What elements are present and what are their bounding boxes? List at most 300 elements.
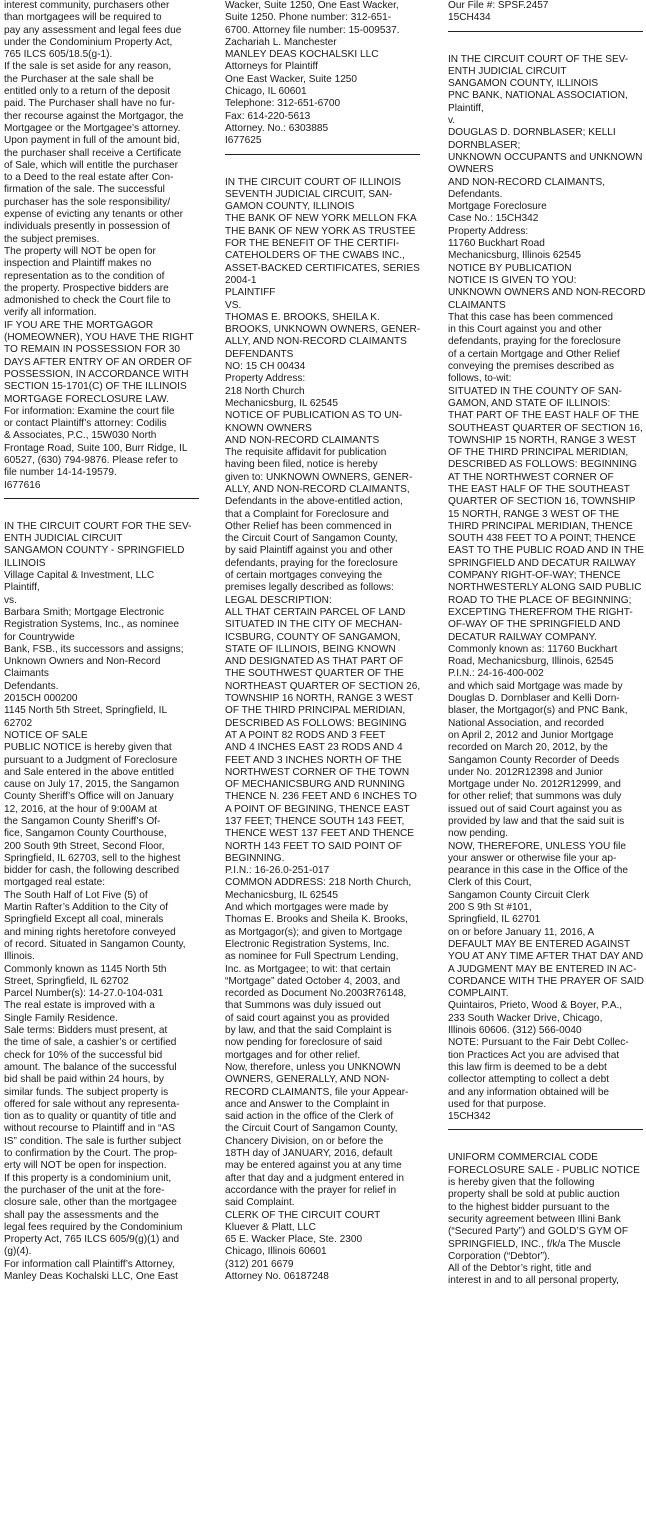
notice-line: that Summons was duly issued out — [225, 1000, 381, 1012]
notice-line: offered for sale without any representa- — [4, 1098, 180, 1110]
notice-line: AND 4 INCHES EAST 23 RODS AND 4 — [225, 742, 403, 754]
notice-line: pay any assessment and legal fees due — [4, 24, 182, 36]
notice-line: Zachariah L. Manchester — [225, 36, 337, 48]
notice-line: SEVENTH JUDICIAL CIRCUIT, SAN- — [225, 188, 393, 200]
notice-line: the time of sale, a cashier’s or certified — [4, 1037, 177, 1049]
notice-line: Other Relief has been commenced in — [225, 520, 392, 532]
notice-line: NOTICE IS GIVEN TO YOU: — [448, 274, 577, 286]
notice-line: For information: Examine the court file — [4, 405, 175, 417]
notice-line: Parcel Number(s): 14-27.0-104-031 — [4, 988, 164, 1000]
notice-line: firmation of the sale. The successful — [4, 184, 165, 196]
notice-line: recorded as Document No.2003R76148, — [225, 988, 407, 1000]
notice-line: Property Act, 765 ILCS 605/9(g)(1) and — [4, 1234, 180, 1246]
notice-line: Wacker, Suite 1250, One East Wacker, — [225, 0, 399, 11]
notice-line: issued out of said Court against you as — [448, 803, 622, 815]
notice-line: OWNERS, GENERALLY, AND NON- — [225, 1074, 390, 1086]
notice-line: inspection and Plaintiff makes no — [4, 258, 152, 270]
notice-line: AT THE NORTHWEST CORNER OF — [448, 471, 614, 483]
notice-line: RECORD CLAIMANTS, file your Appear- — [225, 1086, 409, 1098]
notice-line: interest in and to all personal property, — [448, 1275, 619, 1287]
notice-line: Electronic Registration Systems, Inc. — [225, 938, 390, 950]
notice-line: 60527, (630) 794-9876. Please refer to — [4, 454, 178, 466]
notice-divider — [448, 31, 643, 32]
notice-line: Barbara Smith; Mortgage Electronic — [4, 606, 164, 618]
notice-line: COMPLAINT. — [448, 988, 509, 1000]
notice-line: PUBLIC NOTICE is hereby given that — [4, 742, 172, 754]
notice-line: BEGINNING. — [225, 852, 285, 864]
notice-line: SPRINGFIELD AND DECATUR RAILWAY — [448, 557, 637, 569]
notice-line: DESCRIBED AS FOLLOWS: BEGINNING — [448, 459, 638, 471]
notice-line: Chicago, IL 60601 — [225, 86, 307, 98]
notice-line: amount. The balance of the successful — [4, 1061, 177, 1073]
notice-line: in this Court against you and other — [448, 324, 602, 336]
notice-line: of Sale, which will entitle the purchaser — [4, 159, 178, 171]
notice-line: entitled only to a return of the deposit — [4, 86, 171, 98]
notice-line: Registration Systems, Inc., as nominee — [4, 619, 180, 631]
notice-line: of certain mortgages conveying the — [225, 570, 383, 582]
notice-line: The real estate is improved with a — [4, 1000, 155, 1012]
notice-line: Upon payment in full of the amount bid, — [4, 135, 180, 147]
notice-line: IN THE CIRCUIT COURT OF ILLINOIS — [225, 176, 401, 188]
notice-line: Kluever & Platt, LLC — [225, 1221, 316, 1233]
notice-line: DOUGLAS D. DORNBLASER; KELLI — [448, 127, 616, 139]
notice-line: LEGAL DESCRIPTION: — [225, 594, 332, 606]
notice-line: Now, therefore, unless you UNKNOWN — [225, 1061, 401, 1073]
notice-line: Suite 1250. Phone number: 312-651- — [225, 12, 392, 24]
notice-line: OF THE THIRD PRINCIPAL MERIDIAN, — [448, 447, 629, 459]
notice-line: For information call Plaintiff’s Attorney, — [4, 1258, 175, 1270]
notice-line: premises legally described as follows: — [225, 582, 394, 594]
notice-line: EXCEPTING THEREFROM THE RIGHT- — [448, 606, 633, 618]
notice-line: given to: UNKNOWN OWNERS, GENER- — [225, 471, 413, 483]
notice-line: on April 2, 2012 and Junior Mortgage — [448, 729, 614, 741]
notice-line: SECTION 15-1701(C) OF THE ILLINOIS — [4, 381, 187, 393]
notice-line: and which said Mortgage was made by — [448, 680, 623, 692]
notice-line: I677616 — [4, 479, 41, 491]
notice-line: of said court against you as provided — [225, 1012, 390, 1024]
notice-line: of a certain Mortgage and Other Relief — [448, 348, 620, 360]
notice-line: said action in the office of the Clerk of — [225, 1111, 394, 1123]
notice-line: (“Secured Party”) and GOLD’S GYM OF — [448, 1226, 629, 1238]
notice-line: ILLINOIS — [4, 557, 46, 569]
notice-line: ROAD TO THE PLACE OF BEGINNING; — [448, 594, 632, 606]
notice-line: BROOKS, UNKNOWN OWNERS, GENER- — [225, 324, 421, 336]
notice-line: that a Complaint for Foreclosure and — [225, 508, 389, 520]
notice-line: your answer or otherwise file your ap- — [448, 852, 617, 864]
notice-line: for other relief; that summons was duly — [448, 791, 622, 803]
notice-line: PNC BANK, NATIONAL ASSOCIATION, — [448, 90, 628, 102]
notice-line: Unknown Owners and Non-Record — [4, 656, 161, 668]
notice-line: collector attempting to collect a debt — [448, 1074, 610, 1086]
column-1 — [4, 0, 208, 1513]
notice-line: after that day and a judgment entered in — [225, 1172, 405, 1184]
notice-divider — [448, 1129, 643, 1130]
notice-line: The property will NOT be open for — [4, 245, 156, 257]
notice-line: Telephone: 312-651-6700 — [225, 98, 341, 110]
notice-line: check for 10% of the successful bid — [4, 1049, 163, 1061]
notice-line: AND DESIGNATED AS THAT PART OF — [225, 656, 404, 668]
notice-line: THENCE N. 236 FEET AND 6 INCHES TO — [225, 791, 417, 803]
notice-line: GAMON, AND STATE OF ILLINOIS: — [448, 397, 611, 409]
notice-line: A POINT OF BEGINING, THENCE EAST — [225, 803, 410, 815]
column-2 — [225, 0, 429, 1513]
notice-line: National Association, and recorded — [448, 717, 604, 729]
notice-line: the Circuit Court of Sangamon County, — [225, 533, 398, 545]
notice-line: UNKNOWN OWNERS AND NON-RECORD — [448, 287, 646, 299]
notice-line: provided by law and that the said suit is — [448, 816, 625, 827]
notice-line: (HOMEOWNER), YOU HAVE THE RIGHT — [4, 332, 194, 344]
notice-line: tion Practices Act you are advised that — [448, 1049, 620, 1061]
notice-line: ALL THAT CERTAIN PARCEL OF LAND — [225, 606, 406, 618]
notice-line: QUARTER OF SECTION 16, TOWNSHIP — [448, 496, 636, 508]
notice-line: All of the Debtor’s right, title and — [448, 1263, 592, 1275]
notice-line: NORTHWEST CORNER OF THE TOWN — [225, 766, 410, 778]
notice-line: Bank, FSB., its successors and assigns; — [4, 643, 184, 655]
notice-line: legal fees required by the Condominium — [4, 1221, 183, 1233]
notice-line: (312) 201 6679 — [225, 1258, 294, 1270]
notice-line: OF THE THIRD PRINCIPAL MERIDIAN, — [225, 705, 406, 717]
notice-line: the property. Prospective bidders are — [4, 282, 169, 294]
notice-line: DESCRIBED AS FOLLOWS: BEGINING — [225, 717, 407, 729]
notice-line: (g)(4). — [4, 1246, 32, 1258]
notice-line: or contact Plaintiff’s attorney: Codilis — [4, 418, 167, 430]
notice-line: 200 South 9th Street, Second Floor, — [4, 840, 165, 852]
notice-line: verify all information. — [4, 307, 97, 319]
notice-line: Douglas D. Dornblaser and Kelli Dorn- — [448, 693, 620, 705]
notice-line: County Sheriff’s Office will on January — [4, 791, 174, 803]
notice-line: If this property is a condominium unit, — [4, 1172, 172, 1184]
notice-line: accordance with the prayer for relief in — [225, 1184, 397, 1196]
notice-line: DEFENDANTS — [225, 348, 294, 360]
notice-line: Springfield, IL 62703, sell to the highest — [4, 852, 181, 864]
notice-line: Our File #: SPSF.2457 — [448, 0, 549, 11]
notice-line: Chicago, Illinois 60601 — [225, 1246, 327, 1258]
notice-line: 233 South Wacker Drive, Chicago, — [448, 1012, 603, 1024]
notice-line: 15CH434 — [448, 12, 491, 24]
notice-line: MORTGAGE FORECLOSURE LAW. — [4, 393, 169, 405]
notice-line: follows, to-wit: — [448, 373, 512, 385]
notice-line: the purchaser shall receive a Certificate — [4, 147, 182, 159]
notice-line: NO: 15 CH 00434 — [225, 361, 306, 373]
notice-line: blaser, the Mortgagor(s) and PNC Bank, — [448, 705, 628, 717]
notice-line: OWNERS — [448, 164, 494, 176]
notice-line: than mortgagees will be required to — [4, 12, 162, 24]
notice-line: as nominee for Full Spectrum Lending, — [225, 951, 399, 963]
notice-line: SPRINGFIELD, INC., f/k/a The Muscle — [448, 1238, 621, 1250]
notice-line: Defendants. — [4, 680, 59, 692]
notice-line: of record. Situated in Sangamon County, — [4, 938, 186, 950]
notice-line: expense of evicting any tenants or other — [4, 209, 183, 221]
notice-line: to the highest bidder pursuant to the — [448, 1201, 610, 1213]
legal-notice — [448, 54, 646, 1124]
notice-line: Commonly known as 1145 North 5th — [4, 963, 167, 975]
notice-line: TO REMAIN IN POSSESSION FOR 30 — [4, 344, 180, 356]
notice-line: Sangamon County Circuit Clerk — [448, 889, 590, 901]
notice-line: GAMON COUNTY, ILLINOIS — [225, 201, 355, 213]
notice-line: Street, Springfield, IL 62702 — [4, 975, 129, 987]
notice-line: ASSET-BACKED CERTIFICATES, SERIES — [225, 262, 420, 274]
notice-line: as Mortgagor(s); and given to Mortgage — [225, 926, 403, 938]
notice-line: file number 14-14-19579. — [4, 467, 117, 479]
notice-line: 65 E. Wacker Place, Ste. 2300 — [225, 1234, 363, 1246]
notice-line: by said Plaintiff against you and other — [225, 545, 393, 557]
notice-line: cause on July 17, 2015, the Sangamon — [4, 779, 180, 791]
notice-divider — [225, 154, 420, 155]
notice-line: bid shall be paid within 24 hours, by — [4, 1074, 164, 1086]
notice-line: OF MECHANICSBURG AND RUNNING — [225, 779, 406, 791]
notice-line: Single Family Residence. — [4, 1012, 118, 1024]
notice-line: and any information obtained will be — [448, 1086, 610, 1098]
notice-line: DAYS AFTER ENTRY OF AN ORDER OF — [4, 356, 192, 368]
notice-line: THE EAST HALF OF THE SOUTHEAST — [448, 483, 630, 495]
notice-line: IN THE CIRCUIT COURT FOR THE SEV- — [4, 520, 192, 532]
notice-line: 15CH342 — [448, 1111, 491, 1123]
notice-line: DEFAULT MAY BE ENTERED AGAINST — [448, 938, 631, 950]
notice-line: representation as to the condition of — [4, 270, 165, 282]
notice-line: And which mortgages were made by — [225, 902, 389, 914]
notice-line: 218 North Church — [225, 385, 305, 397]
notice-line: NORTH 143 FEET TO SAID POINT OF — [225, 840, 402, 852]
notice-line: THAT PART OF THE EAST HALF OF THE — [448, 410, 639, 422]
notice-line: Springfield Except all coal, minerals — [4, 914, 164, 926]
notice-line: Frontage Road, Suite 100, Burr Ridge, IL — [4, 442, 188, 454]
notice-line: THE SOUTHWEST QUARTER OF THE — [225, 668, 404, 680]
notice-line: the Purchaser at the sale shall be — [4, 73, 154, 85]
notice-line: FEET AND 3 INCHES NORTH OF THE — [225, 754, 402, 766]
notice-line: fice, Sangamon County Courthouse, — [4, 828, 167, 840]
notice-line: The requisite affidavit for publication — [225, 447, 387, 459]
notice-line: P.I.N.: 24-16-400-002 — [448, 668, 544, 680]
notice-line: ance and Answer to the Complaint in — [225, 1098, 390, 1110]
legal-notice — [4, 0, 208, 492]
notice-line: Quintairos, Prieto, Wood & Boyer, P.A., — [448, 1000, 623, 1012]
notice-line: FOR THE BENEFIT OF THE CERTIFI- — [225, 238, 400, 250]
notice-line: SANGAMON COUNTY, ILLINOIS — [448, 78, 599, 90]
notice-line: That this case has been commenced — [448, 311, 613, 323]
notice-line: Road, Mechanicsburg, Illinois, 62545 — [448, 656, 614, 668]
notice-line: security agreement between Illini Bank — [448, 1213, 621, 1225]
notice-line: Sale terms: Bidders must present, at — [4, 1025, 168, 1037]
notice-line: Clerk of this Court, — [448, 877, 532, 889]
notice-line: NORTHWESTERLY ALONG SAID PUBLIC — [448, 582, 642, 594]
notice-line: Property Address: — [448, 225, 529, 237]
notice-line: without recourse to Plaintiff and in “AS — [4, 1123, 175, 1135]
notice-line: closure sale, other than the mortgagee — [4, 1197, 177, 1209]
notice-line: SOUTHEAST QUARTER OF SECTION 16, — [448, 422, 643, 434]
notice-line: mortgaged real estate: — [4, 877, 105, 889]
notice-line: this law firm is deemed to be a debt — [448, 1061, 607, 1073]
notice-line: Commonly known as: 11760 Buckhart — [448, 643, 618, 655]
legal-notice — [225, 0, 429, 148]
notice-line: vs. — [4, 594, 17, 606]
notice-line: v. — [448, 115, 456, 127]
notice-line: now pending. — [448, 828, 509, 840]
notice-line: SANGAMON COUNTY - SPRINGFIELD — [4, 545, 185, 557]
notice-line: conveying the premises described as — [448, 361, 615, 373]
notice-line: defendants, praying for the foreclosure — [225, 557, 398, 569]
notice-line: UNKNOWN OCCUPANTS and UNKNOWN — [448, 151, 643, 163]
notice-line: IS” condition. The sale is further subject — [4, 1135, 182, 1147]
notice-line: SITUATED IN THE CITY OF MECHAN- — [225, 619, 403, 631]
legal-notice — [448, 0, 646, 25]
notice-line: Attorneys for Plaintiff — [225, 61, 318, 73]
notice-line: shall pay the assessments and the — [4, 1209, 159, 1221]
notice-line: now pending for foreclosure of said — [225, 1037, 383, 1049]
notice-line: The South Half of Lot Five (5) of — [4, 889, 148, 901]
notice-line: individuals presently in possession of — [4, 221, 171, 233]
notice-line: Illinois. — [4, 951, 35, 963]
notice-line: pursuant to a Judgment of Foreclosure — [4, 754, 178, 766]
notice-line: Mortgage under No. 2012R12999, and — [448, 779, 621, 791]
notice-line: is hereby given that the following — [448, 1177, 595, 1189]
notice-line: 200 S 9th St #101, — [448, 902, 532, 914]
notice-line: 2015CH 000200 — [4, 693, 78, 705]
notice-line: CORDANCE WITH THE PRAYER OF SAID — [448, 975, 644, 987]
notice-line: Corporation (“Debtor”). — [448, 1250, 551, 1262]
legal-notice — [4, 521, 208, 1283]
notice-line: 1145 North 5th Street, Springfield, IL — [4, 705, 168, 717]
notice-line: on or before January 11, 2016, A — [448, 926, 595, 938]
notice-line: the purchaser of the unit at the fore- — [4, 1184, 165, 1196]
notice-line: P.I.N.: 16-26.0-251-017 — [225, 865, 330, 877]
notice-line: THENCE WEST 137 FEET AND THENCE — [225, 828, 415, 840]
notice-line: NOTICE OF PUBLICATION AS TO UN- — [225, 410, 403, 422]
notice-line: under No. 2012R12398 and Junior — [448, 766, 603, 778]
notice-line: admonished to check the Court file to — [4, 295, 171, 307]
notice-line: ther recourse against the Mortgagor, the — [4, 110, 184, 122]
notice-line: Property Address: — [225, 373, 306, 385]
notice-line: Mortgage Foreclosure — [448, 201, 547, 213]
notice-line: THE BANK OF NEW YORK MELLON FKA — [225, 213, 417, 225]
notice-line: TOWNSHIP 15 NORTH, RANGE 3 WEST — [448, 434, 637, 446]
notice-line: SITUATED IN THE COUNTY OF SAN- — [448, 385, 622, 397]
notice-line: the Sangamon County Sheriff’s Of- — [4, 816, 161, 827]
notice-line: 11760 Buckhart Road — [448, 238, 545, 250]
notice-line: ICSBURG, COUNTY OF SANGAMON, — [225, 631, 401, 643]
notice-line: to confirmation by the Court. The prop- — [4, 1148, 178, 1160]
notice-line: If the sale is set aside for any reason, — [4, 61, 172, 73]
notice-line: interest community, purchasers other — [4, 0, 170, 11]
notice-line: Mechanicsburg, Illinois 62545 — [448, 250, 581, 262]
notice-line: CLAIMANTS — [448, 299, 506, 311]
notice-line: “Mortgage” dated October 4, 2003, and — [225, 975, 401, 987]
notice-line: COMPANY RIGHT-OF-WAY; THENCE — [448, 570, 621, 582]
notice-line: ALLY, AND NON-RECORD CLAIMANTS, — [225, 483, 410, 495]
notice-line: Fax: 614-220-5613 — [225, 110, 311, 122]
notice-line: Attorney No. 06187248 — [225, 1270, 329, 1282]
notice-line: NORTHEAST QUARTER OF SECTION 26, — [225, 680, 421, 692]
notice-line: paid. The Purchaser shall have no fur- — [4, 98, 175, 110]
notice-line: Martin Rafter’s Addition to the City of — [4, 902, 169, 914]
notice-line: EAST TO THE PUBLIC ROAD AND IN THE — [448, 545, 644, 557]
notice-line: NOW, THEREFORE, UNLESS YOU file — [448, 840, 626, 852]
notice-line: Claimants — [4, 668, 49, 680]
notice-line: and mining rights heretofore conveyed — [4, 926, 176, 938]
notice-line: UNIFORM COMMERCIAL CODE — [448, 1152, 598, 1164]
notice-line: NOTE: Pursuant to the Fair Debt Collec- — [448, 1037, 629, 1049]
notice-line: 137 FEET; THENCE SOUTH 143 FEET, — [225, 816, 405, 827]
notice-line: Defendants in the above-entitled action, — [225, 496, 403, 508]
notice-line: erty will NOT be open for inspection. — [4, 1160, 167, 1172]
notice-line: IN THE CIRCUIT COURT OF THE SEV- — [448, 53, 629, 65]
notice-line: A JUDGMENT MAY BE ENTERED IN AC- — [448, 963, 637, 975]
notice-line: tion as to quality or quantity of title and — [4, 1111, 177, 1123]
notice-line: AND NON-RECORD CLAIMANTS, — [448, 176, 606, 188]
notice-line: for Countrywide — [4, 631, 75, 643]
notice-line: CLERK OF THE CIRCUIT COURT — [225, 1209, 381, 1221]
notice-line: defendants, praying for the foreclosure — [448, 336, 621, 348]
notice-line: 62702 — [4, 717, 33, 729]
notice-line: Chancery Division, on or before the — [225, 1135, 384, 1147]
notice-line: Inc. as Mortgagee; to wit: that certain — [225, 963, 391, 975]
notice-line: mortgages and for other relief. — [225, 1049, 361, 1061]
notice-line: SOUTH 438 FEET TO A POINT; THENCE — [448, 533, 636, 545]
notice-line: PLAINTIFF — [225, 287, 276, 299]
notice-line: Mechanicsburg, IL 62545 — [225, 397, 338, 409]
notice-line: Mechanicsburg, IL 62545 — [225, 889, 338, 901]
notice-line: pearance in this case in the Office of the — [448, 865, 628, 877]
notice-line: Attorney. No.: 6303885 — [225, 122, 329, 134]
notice-line: NOTICE OF SALE — [4, 729, 88, 741]
notice-line: 15 NORTH, RANGE 3 WEST OF THE — [448, 508, 620, 520]
notice-line: CATEHOLDERS OF THE CWABS INC., — [225, 250, 405, 262]
notice-line: and Sale entered in the above entitled — [4, 766, 175, 778]
notice-line: 2004-1 — [225, 274, 257, 286]
notice-line: Case No.: 15CH342 — [448, 213, 539, 225]
notice-line: AND NON-RECORD CLAIMANTS — [225, 434, 380, 446]
notice-line: Illinois 60606. (312) 566-0040 — [448, 1025, 582, 1037]
notice-line: DECATUR RAILWAY COMPANY. — [448, 631, 597, 643]
notice-line: similar funds. The subject property is — [4, 1086, 169, 1098]
notice-line: IF YOU ARE THE MORTGAGOR — [4, 319, 154, 331]
notice-line: purchaser has the sole responsibility/ — [4, 196, 171, 208]
notice-line: YOU AT ANY TIME AFTER THAT DAY AND — [448, 951, 644, 963]
notice-line: FORECLOSURE SALE - PUBLIC NOTICE — [448, 1164, 640, 1176]
notice-line: THE BANK OF NEW YORK AS TRUSTEE — [225, 225, 416, 237]
notice-line: DORNBLASER; — [448, 139, 521, 151]
notice-line: 12, 2016, at the hour of 9:00AM at — [4, 803, 158, 815]
notice-line: 6700. Attorney file number: 15-009537. — [225, 24, 400, 36]
notice-divider — [4, 498, 199, 499]
notice-line: Plaintiff, — [4, 582, 40, 594]
notice-line: One East Wacker, Suite 1250 — [225, 73, 358, 85]
notice-line: used for that purpose. — [448, 1098, 547, 1110]
notice-line: by law, and that the said Complaint is — [225, 1025, 392, 1037]
notice-line: POSSESSION, IN ACCORDANCE WITH — [4, 368, 189, 380]
notice-line: Thomas E. Brooks and Sheila K. Brooks, — [225, 914, 408, 926]
notice-line: ENTH JUDICIAL CIRCUIT — [4, 533, 123, 545]
legal-notice — [448, 1152, 646, 1287]
notice-line: I677625 — [225, 135, 262, 147]
column-3 — [448, 0, 646, 1513]
notice-line: Sangamon County Recorder of Deeds — [448, 754, 620, 766]
notice-line: 765 ILCS 605/18.5(g-1). — [4, 49, 113, 61]
notice-line: bidder for cash, the following described — [4, 865, 180, 877]
notice-line: VS. — [225, 299, 242, 311]
notice-line: the Circuit Court of Sangamon County, — [225, 1123, 398, 1135]
notice-line: NOTICE BY PUBLICATION — [448, 262, 572, 274]
notice-line: OF-WAY OF THE SPRINGFIELD AND — [448, 619, 621, 631]
notice-line: COMMON ADDRESS: 218 North Church, — [225, 877, 412, 889]
notice-line: KNOWN OWNERS — [225, 422, 312, 434]
notice-line: Manley Deas Kochalski LLC, One East — [4, 1270, 178, 1282]
legal-notice — [225, 177, 429, 1284]
notice-line: ENTH JUDICIAL CIRCUIT — [448, 65, 567, 77]
notice-line: STATE OF ILLINOIS, BEING KNOWN — [225, 643, 396, 655]
notice-line: recorded on March 20, 2012, by the — [448, 742, 608, 754]
notice-line: to a Deed to the real estate after Con- — [4, 172, 174, 184]
notice-line: Mortgagee or the Mortgagee’s attorney. — [4, 122, 181, 134]
